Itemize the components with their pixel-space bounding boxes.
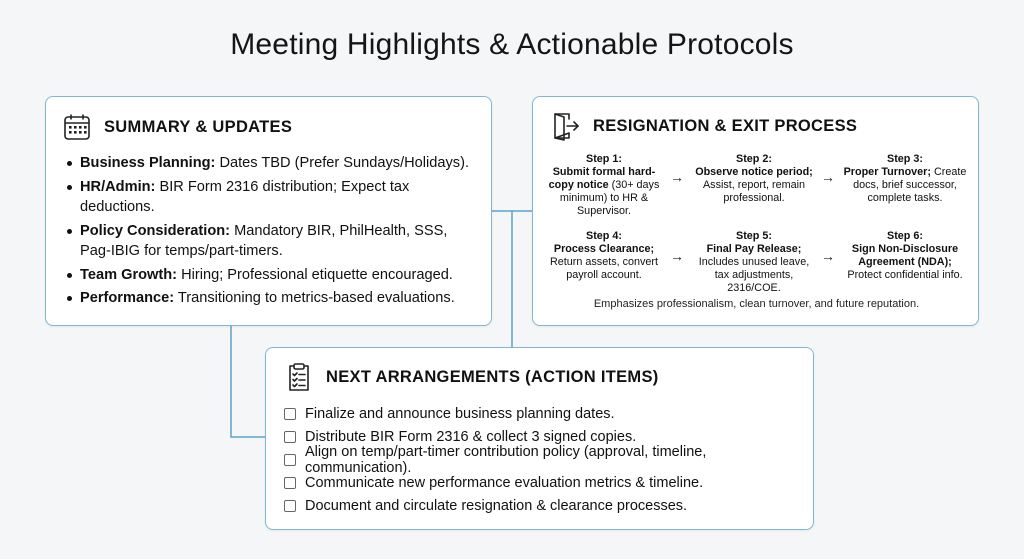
next-header xyxy=(284,362,659,392)
step-6 xyxy=(842,230,968,282)
step-text: Includes unused leave, tax adjustments, 2316/COE. xyxy=(698,256,810,294)
step-title: Step 4: xyxy=(586,230,622,242)
summary-item-text: Dates TBD (Prefer Sundays/Holidays). xyxy=(215,155,470,171)
action-item xyxy=(284,443,813,476)
step-2 xyxy=(691,153,817,205)
step-desc xyxy=(541,243,667,282)
summary-item xyxy=(64,288,479,309)
action-list xyxy=(284,402,813,517)
summary-item-label: Team Growth: xyxy=(80,266,178,283)
step-desc xyxy=(541,166,667,218)
action-item-text: Document and circulate resignation & clearance processes. xyxy=(305,497,688,514)
step-desc xyxy=(691,166,817,205)
step-title: Step 3: xyxy=(887,153,923,165)
summary-heading: SUMMARY & UPDATES xyxy=(104,117,293,136)
step-bold: Proper Turnover; xyxy=(843,166,931,178)
connector-summary-next xyxy=(231,326,265,437)
resignation-heading: RESIGNATION & EXIT PROCESS xyxy=(593,116,858,135)
step-bold: Sign Non-Disclosure Agreement (NDA); xyxy=(851,243,959,268)
page-title: Meeting Highlights & Actionable Protocols xyxy=(230,28,794,61)
resignation-card xyxy=(532,96,979,326)
step-3 xyxy=(842,153,968,205)
step-desc xyxy=(691,243,817,295)
exit-door-icon xyxy=(551,111,581,141)
action-item-text: Align on temp/part-timer contribution policy (approval, timeline, communication). xyxy=(305,443,707,476)
arrow-right-icon: → xyxy=(670,169,684,185)
step-5 xyxy=(691,230,817,295)
step-title: Step 2: xyxy=(736,153,772,165)
step-desc xyxy=(842,166,968,205)
action-item-text: Distribute BIR Form 2316 & collect 3 signed copies. xyxy=(305,428,637,445)
action-item-text: Communicate new performance evaluation metrics & timeline. xyxy=(305,474,704,491)
step-desc xyxy=(842,243,968,282)
checkbox[interactable] xyxy=(284,431,296,443)
checkbox[interactable] xyxy=(284,477,296,489)
step-text: Return assets, convert payroll account. xyxy=(549,256,659,281)
step-bold: Observe notice period; xyxy=(695,166,813,178)
action-item-text: Finalize and announce business planning dates. xyxy=(305,405,615,422)
summary-item-label: HR/Admin: xyxy=(80,178,156,195)
next-arrangements-card xyxy=(265,347,814,530)
step-text: Assist, report, remain professional. xyxy=(702,179,805,204)
checkbox[interactable] xyxy=(284,500,296,512)
summary-card xyxy=(45,96,492,326)
summary-item-text: Mandatory BIR, PhilHealth, SSS, Pag-IBIG for temps/part-timers. xyxy=(80,222,448,259)
summary-item xyxy=(64,221,479,262)
summary-item xyxy=(64,265,479,286)
checkbox[interactable] xyxy=(284,408,296,420)
step-1 xyxy=(541,153,667,218)
summary-item xyxy=(64,153,479,174)
summary-item-text: Hiring; Professional etiquette encouraged. xyxy=(177,266,453,283)
arrow-right-icon: → xyxy=(670,248,684,264)
step-title: Step 5: xyxy=(736,230,772,242)
summary-item-label: Business Planning: xyxy=(80,155,216,171)
step-4 xyxy=(541,230,667,282)
calendar-icon xyxy=(62,112,92,142)
summary-item-text: BIR Form 2316 distribution; Expect tax deductions. xyxy=(80,178,410,215)
step-text: Protect confidential info. xyxy=(847,269,963,281)
checkbox[interactable] xyxy=(284,454,296,466)
step-bold: Final Pay Release; xyxy=(706,243,802,255)
summary-item-text: Transitioning to metrics-based evaluations. xyxy=(174,290,455,306)
step-title: Step 1: xyxy=(586,153,622,165)
arrow-right-icon: → xyxy=(821,248,835,264)
clipboard-checklist-icon xyxy=(284,362,314,392)
summary-list xyxy=(64,153,479,312)
action-item xyxy=(284,402,813,425)
arrow-right-icon: → xyxy=(821,169,835,185)
step-title: Step 6: xyxy=(887,230,923,242)
resignation-footer: Emphasizes professionalism, clean turnover, and future reputation. xyxy=(593,298,920,310)
step-bold: Process Clearance; xyxy=(553,243,655,255)
summary-item-label: Performance: xyxy=(80,290,175,306)
action-item xyxy=(284,494,813,517)
step-text: Create docs, brief successor, complete tasks. xyxy=(853,166,967,204)
summary-item-label: Policy Consideration: xyxy=(80,222,231,239)
step-text: (30+ days minimum) to HR & Supervisor. xyxy=(559,179,660,217)
summary-item xyxy=(64,177,479,218)
summary-header xyxy=(62,112,292,142)
resignation-header xyxy=(551,111,857,141)
step-bold: Submit formal hard-copy notice xyxy=(548,166,656,191)
next-heading: NEXT ARRANGEMENTS (ACTION ITEMS) xyxy=(326,367,659,386)
